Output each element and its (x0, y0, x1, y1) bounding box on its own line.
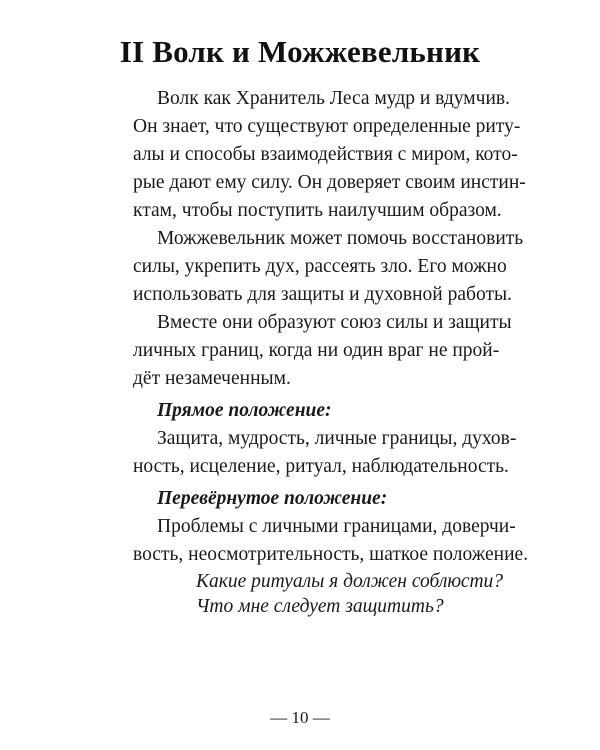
upright-heading: Прямое положение: (157, 400, 332, 421)
upright-line-1: Защита, мудрость, личные границы, духов- (157, 428, 517, 449)
paragraph-1-line-5: ктам, чтобы поступить наилучшим образом. (133, 200, 502, 221)
paragraph-3-line-3: дёт незамеченным. (133, 368, 291, 389)
paragraph-3-line-2: личных границ, когда ни один враг не прой- (133, 340, 500, 361)
reversed-line-2: вость, неосмотрительность, шаткое положение. (133, 544, 529, 565)
chapter-title: II Волк и Можжевельник (119, 34, 481, 69)
question-2: Что мне следует защитить? (196, 596, 444, 617)
reversed-line-1: Проблемы с личными границами, доверчи- (157, 516, 516, 537)
paragraph-1-line-1: Волк как Хранитель Леса мудр и вдумчив. (157, 88, 510, 109)
paragraph-3-line-1: Вместе они образуют союз силы и защиты (157, 312, 512, 333)
paragraph-1-line-3: алы и способы взаимодействия с миром, кото- (133, 144, 518, 165)
page-number: — 10 — (270, 708, 330, 727)
paragraph-1-line-4: рые дают ему силу. Он доверяет своим инстин- (133, 172, 526, 193)
paragraph-1-line-2: Он знает, что существуют определенные риту- (133, 116, 521, 137)
upright-line-2: ность, исцеление, ритуал, наблюдательность. (133, 456, 509, 477)
paragraph-2-line-3: использовать для защиты и духовной работы. (133, 284, 512, 305)
paragraph-2-line-2: силы, укрепить дух, рассеять зло. Его можно (133, 256, 507, 277)
reversed-heading: Перевёрнутое положение: (157, 488, 388, 509)
question-1: Какие ритуалы я должен соблюсти? (196, 571, 504, 592)
paragraph-2-line-1: Можжевельник может помочь восстановить (157, 228, 524, 249)
